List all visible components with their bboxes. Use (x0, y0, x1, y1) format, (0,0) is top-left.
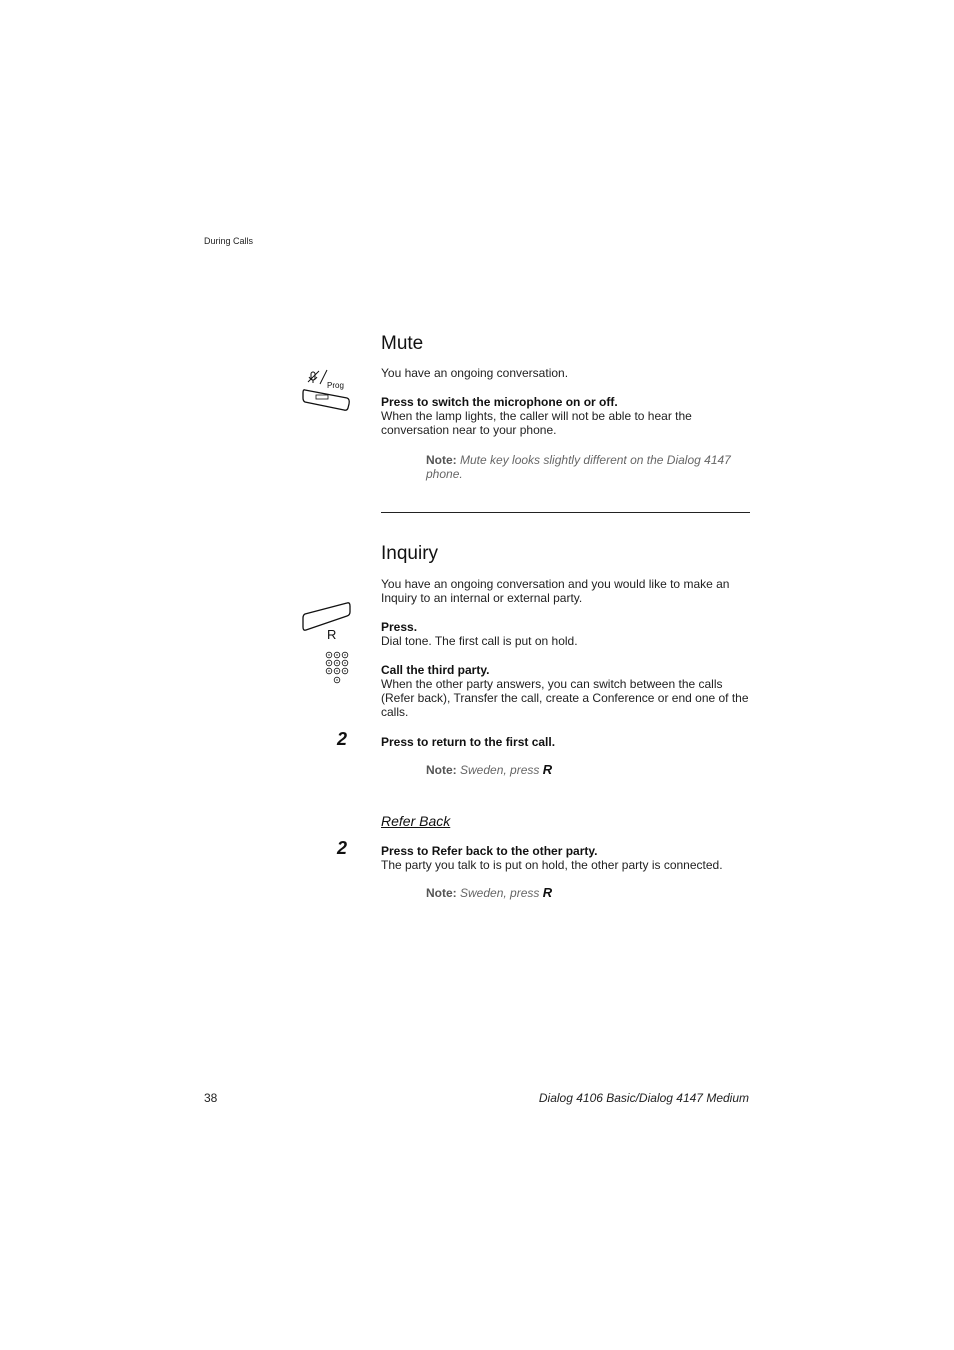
inquiry-step-call-instruction: Call the third party. (381, 663, 490, 677)
mute-step-instruction: Press to switch the microphone on or off. (381, 395, 618, 409)
refer-back-note (426, 886, 751, 900)
inquiry-step-call-description: When the other party answers, you can switch between the calls (Refer back), Transfer the call, create a Conference or end one of the calls. (381, 677, 749, 719)
r-key-label: R (327, 627, 337, 642)
note-text: Mute key looks slightly different on the Dialog 4147 phone. (426, 453, 731, 481)
note-text: Sweden, press (460, 886, 540, 900)
refer-back-step-instruction: Press to Refer back to the other party. (381, 844, 598, 858)
mute-key-icon (300, 368, 352, 412)
note-label: Note: (426, 886, 457, 900)
inquiry-heading: Inquiry (381, 543, 439, 564)
note-label: Note: (426, 453, 457, 467)
inquiry-step-press-instruction: Press. (381, 620, 418, 634)
note-key: R (542, 762, 553, 777)
inquiry-step-press-description: Dial tone. The first call is put on hold. (381, 634, 578, 648)
page-number: 38 (204, 1091, 218, 1105)
key-2-icon: 2 (337, 838, 348, 858)
key-2-icon: 2 (337, 729, 348, 749)
mute-heading: Mute (381, 333, 424, 354)
keypad-icon (324, 649, 352, 687)
inquiry-note (426, 763, 751, 777)
prog-label: Prog (327, 381, 344, 390)
footer-doc-title: Dialog 4106 Basic/Dialog 4147 Medium (538, 1091, 749, 1105)
note-label: Note: (426, 763, 457, 777)
note-key: R (542, 885, 553, 900)
refer-back-step-description: The party you talk to is put on hold, the other party is connected. (381, 858, 723, 872)
mute-step-description: When the lamp lights, the caller will not be able to hear the conversation near to your phone. (381, 409, 692, 437)
inquiry-step-call (381, 663, 751, 719)
refer-back-step (381, 844, 751, 872)
inquiry-intro: You have an ongoing conversation and you would like to make an Inquiry to an internal or external party. (381, 577, 730, 605)
mute-step (381, 395, 751, 437)
inquiry-step-return: Press to return to the first call. (381, 735, 556, 749)
microphone-icon (308, 371, 319, 383)
running-head: During Calls (204, 236, 254, 246)
note-text: Sweden, press (460, 763, 540, 777)
r-key-icon (300, 600, 352, 642)
mute-intro: You have an ongoing conversation. (381, 366, 569, 380)
refer-back-heading: Refer Back (381, 813, 451, 829)
section-divider (381, 512, 750, 513)
mute-note (426, 453, 751, 481)
inquiry-step-press (381, 620, 751, 648)
